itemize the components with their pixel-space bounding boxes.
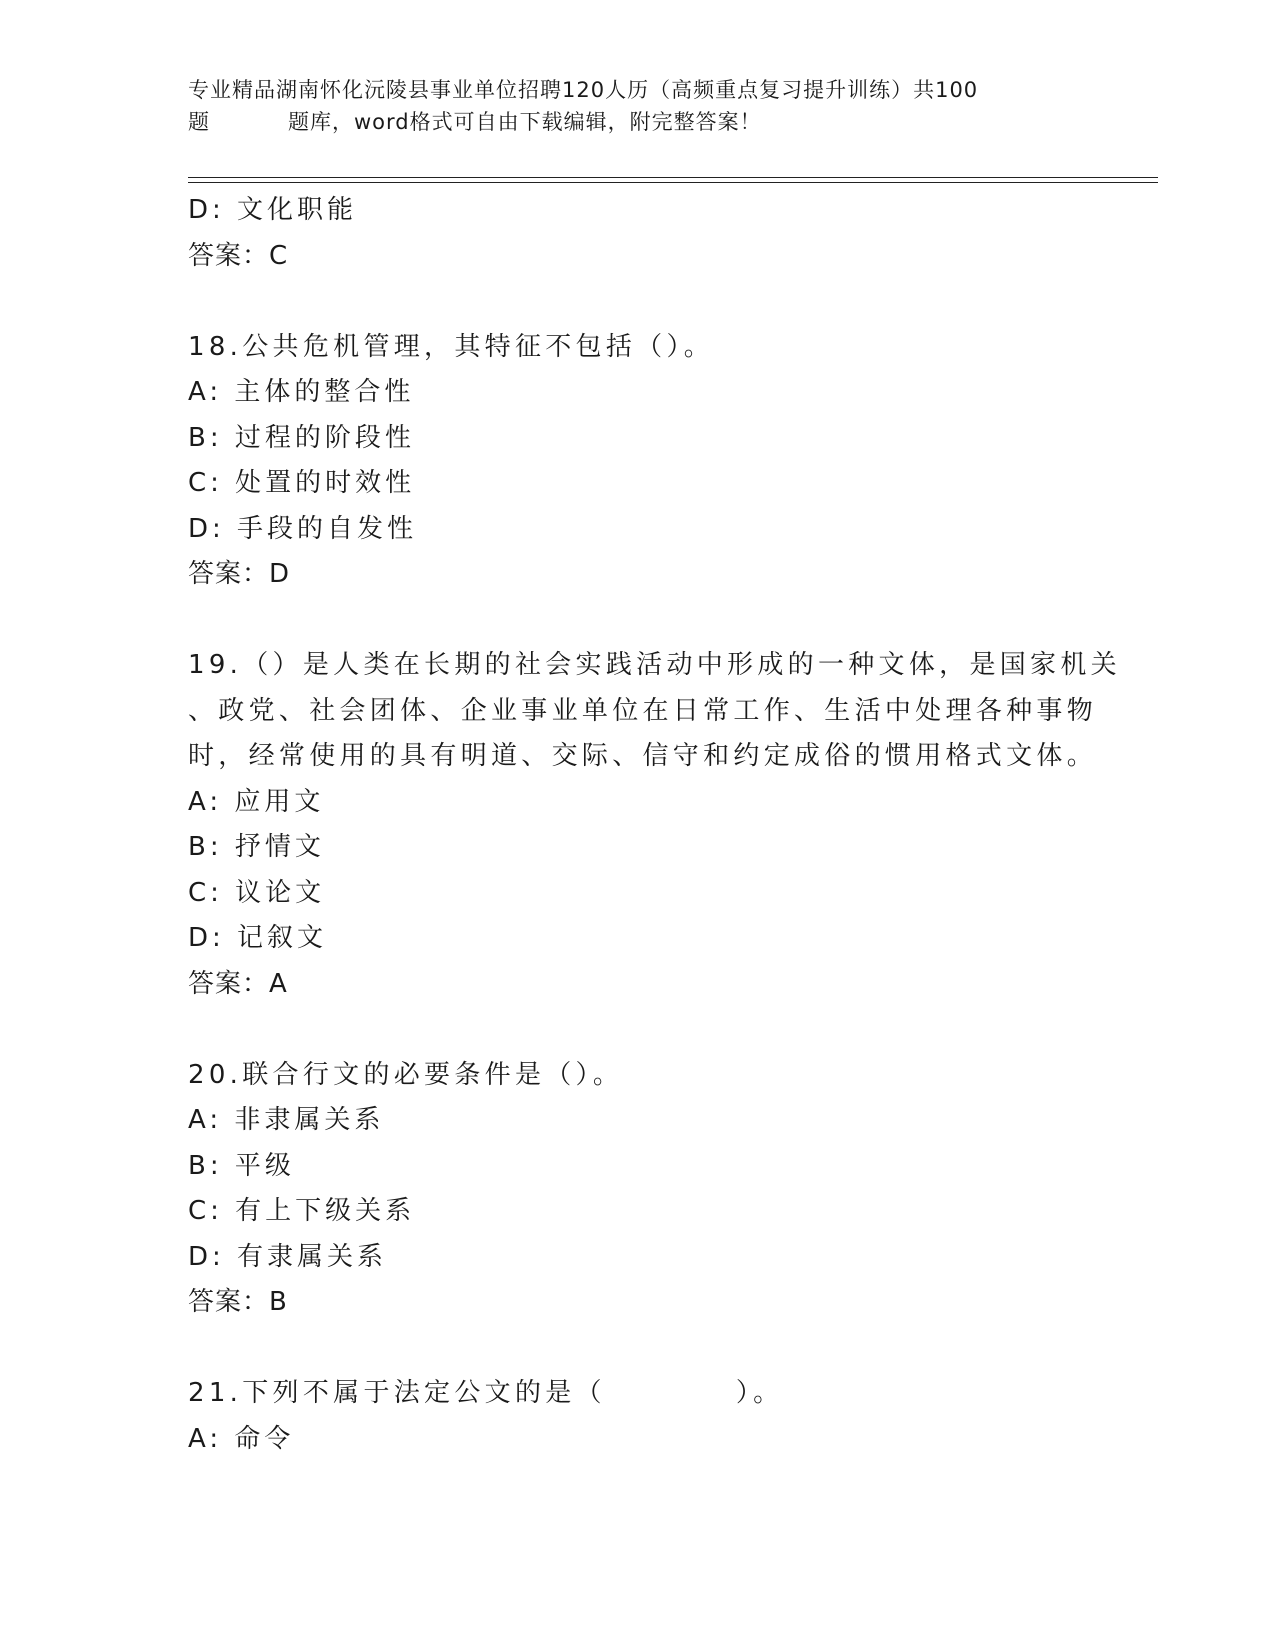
option-a: A: 非隶属关系 <box>188 1105 385 1135</box>
question-stem-end: ）。 <box>735 1378 784 1408</box>
option-b: B: 过程的阶段性 <box>188 422 415 453</box>
answer-line: 答案：D <box>188 559 291 589</box>
option-d: D: 文化职能 <box>188 195 358 225</box>
question-stem: 20.联合行文的必要条件是（）。 <box>188 1059 624 1090</box>
question-21 <box>188 1371 1088 1462</box>
option-c: C: 处置的时效性 <box>188 468 416 498</box>
answer-line: 答案：B <box>188 1287 288 1317</box>
answer-line: 答案：C <box>188 240 289 271</box>
option-a: A: 主体的整合性 <box>188 377 415 407</box>
option-d: D: 手段的自发性 <box>188 513 418 544</box>
option-d: D: 有隶属关系 <box>188 1241 388 1272</box>
question-18 <box>188 325 1088 598</box>
question-stem-line2: 、政党、社会团体、企业事业单位在日常工作、生活中处理各种事物 <box>188 695 1098 726</box>
option-a: A: 应用文 <box>188 786 325 817</box>
question-stem <box>188 1371 1088 1417</box>
option-c: C: 有上下级关系 <box>188 1196 416 1226</box>
option-b: B: 平级 <box>188 1150 295 1181</box>
answer-line: 答案：A <box>188 968 288 999</box>
option-a: A: 命令 <box>188 1423 295 1454</box>
question-20 <box>188 1053 1088 1326</box>
question-content <box>188 188 1121 1462</box>
header-title-line1: 专业精品湖南怀化沅陵县事业单位招聘120人历（高频重点复习提升训练）共100 <box>188 78 979 102</box>
header-divider-bottom <box>188 182 1158 183</box>
question-stem: 18.公共危机管理，其特征不包括（）。 <box>188 331 715 362</box>
option-d: D: 记叙文 <box>188 923 328 953</box>
page-header <box>188 74 1088 138</box>
question-stem-line3: 时，经常使用的具有明道、交际、信守和约定成俗的惯用格式文体。 <box>188 741 1098 771</box>
header-divider-top <box>188 177 1158 178</box>
question-stem-start: 21.下列不属于法定公文的是（ <box>188 1378 606 1408</box>
question-19 <box>188 643 1121 1007</box>
question-stem-line1: 19.（）是人类在长期的社会实践活动中形成的一种文体，是国家机关 <box>188 650 1121 680</box>
header-title-lead: 题 <box>188 110 210 134</box>
option-b: B: 抒情文 <box>188 832 325 862</box>
header-title-line2 <box>188 106 1088 138</box>
option-c: C: 议论文 <box>188 877 326 908</box>
header-title-rest: 题库，word格式可自由下载编辑，附完整答案！ <box>288 110 762 134</box>
